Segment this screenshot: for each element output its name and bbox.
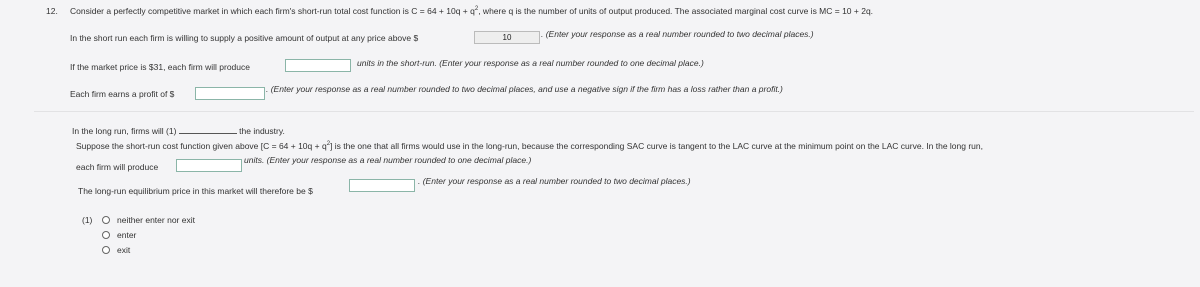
option-enter-label: enter [117, 230, 137, 240]
q2-answer-field[interactable] [285, 59, 351, 72]
q6-answer-field[interactable] [349, 179, 415, 192]
q5-answer-field[interactable] [176, 159, 242, 172]
radio-enter[interactable] [102, 231, 110, 239]
q4-line [72, 125, 285, 136]
q1-hint: . (Enter your response as a real number rounded to two decimal places.) [541, 29, 814, 39]
radio-exit[interactable] [102, 246, 110, 254]
intro-sup: 2 [474, 6, 479, 13]
q3-text: Each firm earns a profit of $ [70, 89, 175, 99]
q4-dropdown-blank[interactable] [179, 125, 237, 134]
q5-text-b: ] is the one that all firms would use in the long-run, because the corresponding SAC curve is tangent to the LAC curve at the minimum point on the LAC curve. In the long run, [330, 141, 983, 151]
intro-text-a: Consider a perfectly competitive market in which each firm's short-run total cost function is C = 64 + 10q + q [70, 6, 475, 16]
question-number: 12. [46, 6, 58, 16]
radio-neither[interactable] [102, 216, 110, 224]
q5-line-1 [76, 141, 983, 151]
q2-hint: units in the short-run. (Enter your response as a real number rounded to one decimal place.) [357, 58, 704, 68]
q6-hint: . (Enter your response as a real number rounded to two decimal places.) [418, 176, 691, 186]
q6-text: The long-run equilibrium price in this market will therefore be $ [78, 186, 313, 196]
q5-text-a: Suppose the short-run cost function given above [C = 64 + 10q + q [76, 141, 327, 151]
question-intro [70, 6, 873, 16]
q2-text: If the market price is $31, each firm will produce [70, 62, 250, 72]
intro-text-b: , where q is the number of units of output produced. The associated marginal cost curve is MC = 10 + 2q. [478, 6, 874, 16]
option-exit-label: exit [117, 245, 131, 255]
q5-hint: units. (Enter your response as a real number rounded to one decimal place.) [244, 155, 532, 165]
option-neither-label: neither enter nor exit [117, 215, 195, 225]
q3-answer-field[interactable] [195, 87, 265, 100]
q1-answer-field[interactable]: 10 [474, 31, 540, 44]
q1-text: In the short run each firm is willing to supply a positive amount of output at any price above $ [70, 33, 419, 43]
q3-hint: . (Enter your response as a real number rounded to two decimal places, and use a negative sign if the firm has a loss rather than a profit.) [266, 84, 783, 94]
q5-sup: 2 [326, 141, 331, 148]
q4-text-b: the industry. [239, 126, 285, 136]
section-divider [34, 111, 1194, 112]
q4-text-a: In the long run, firms will (1) [72, 126, 177, 136]
q5-text-c: each firm will produce [76, 162, 159, 172]
options-label: (1) [82, 215, 93, 225]
